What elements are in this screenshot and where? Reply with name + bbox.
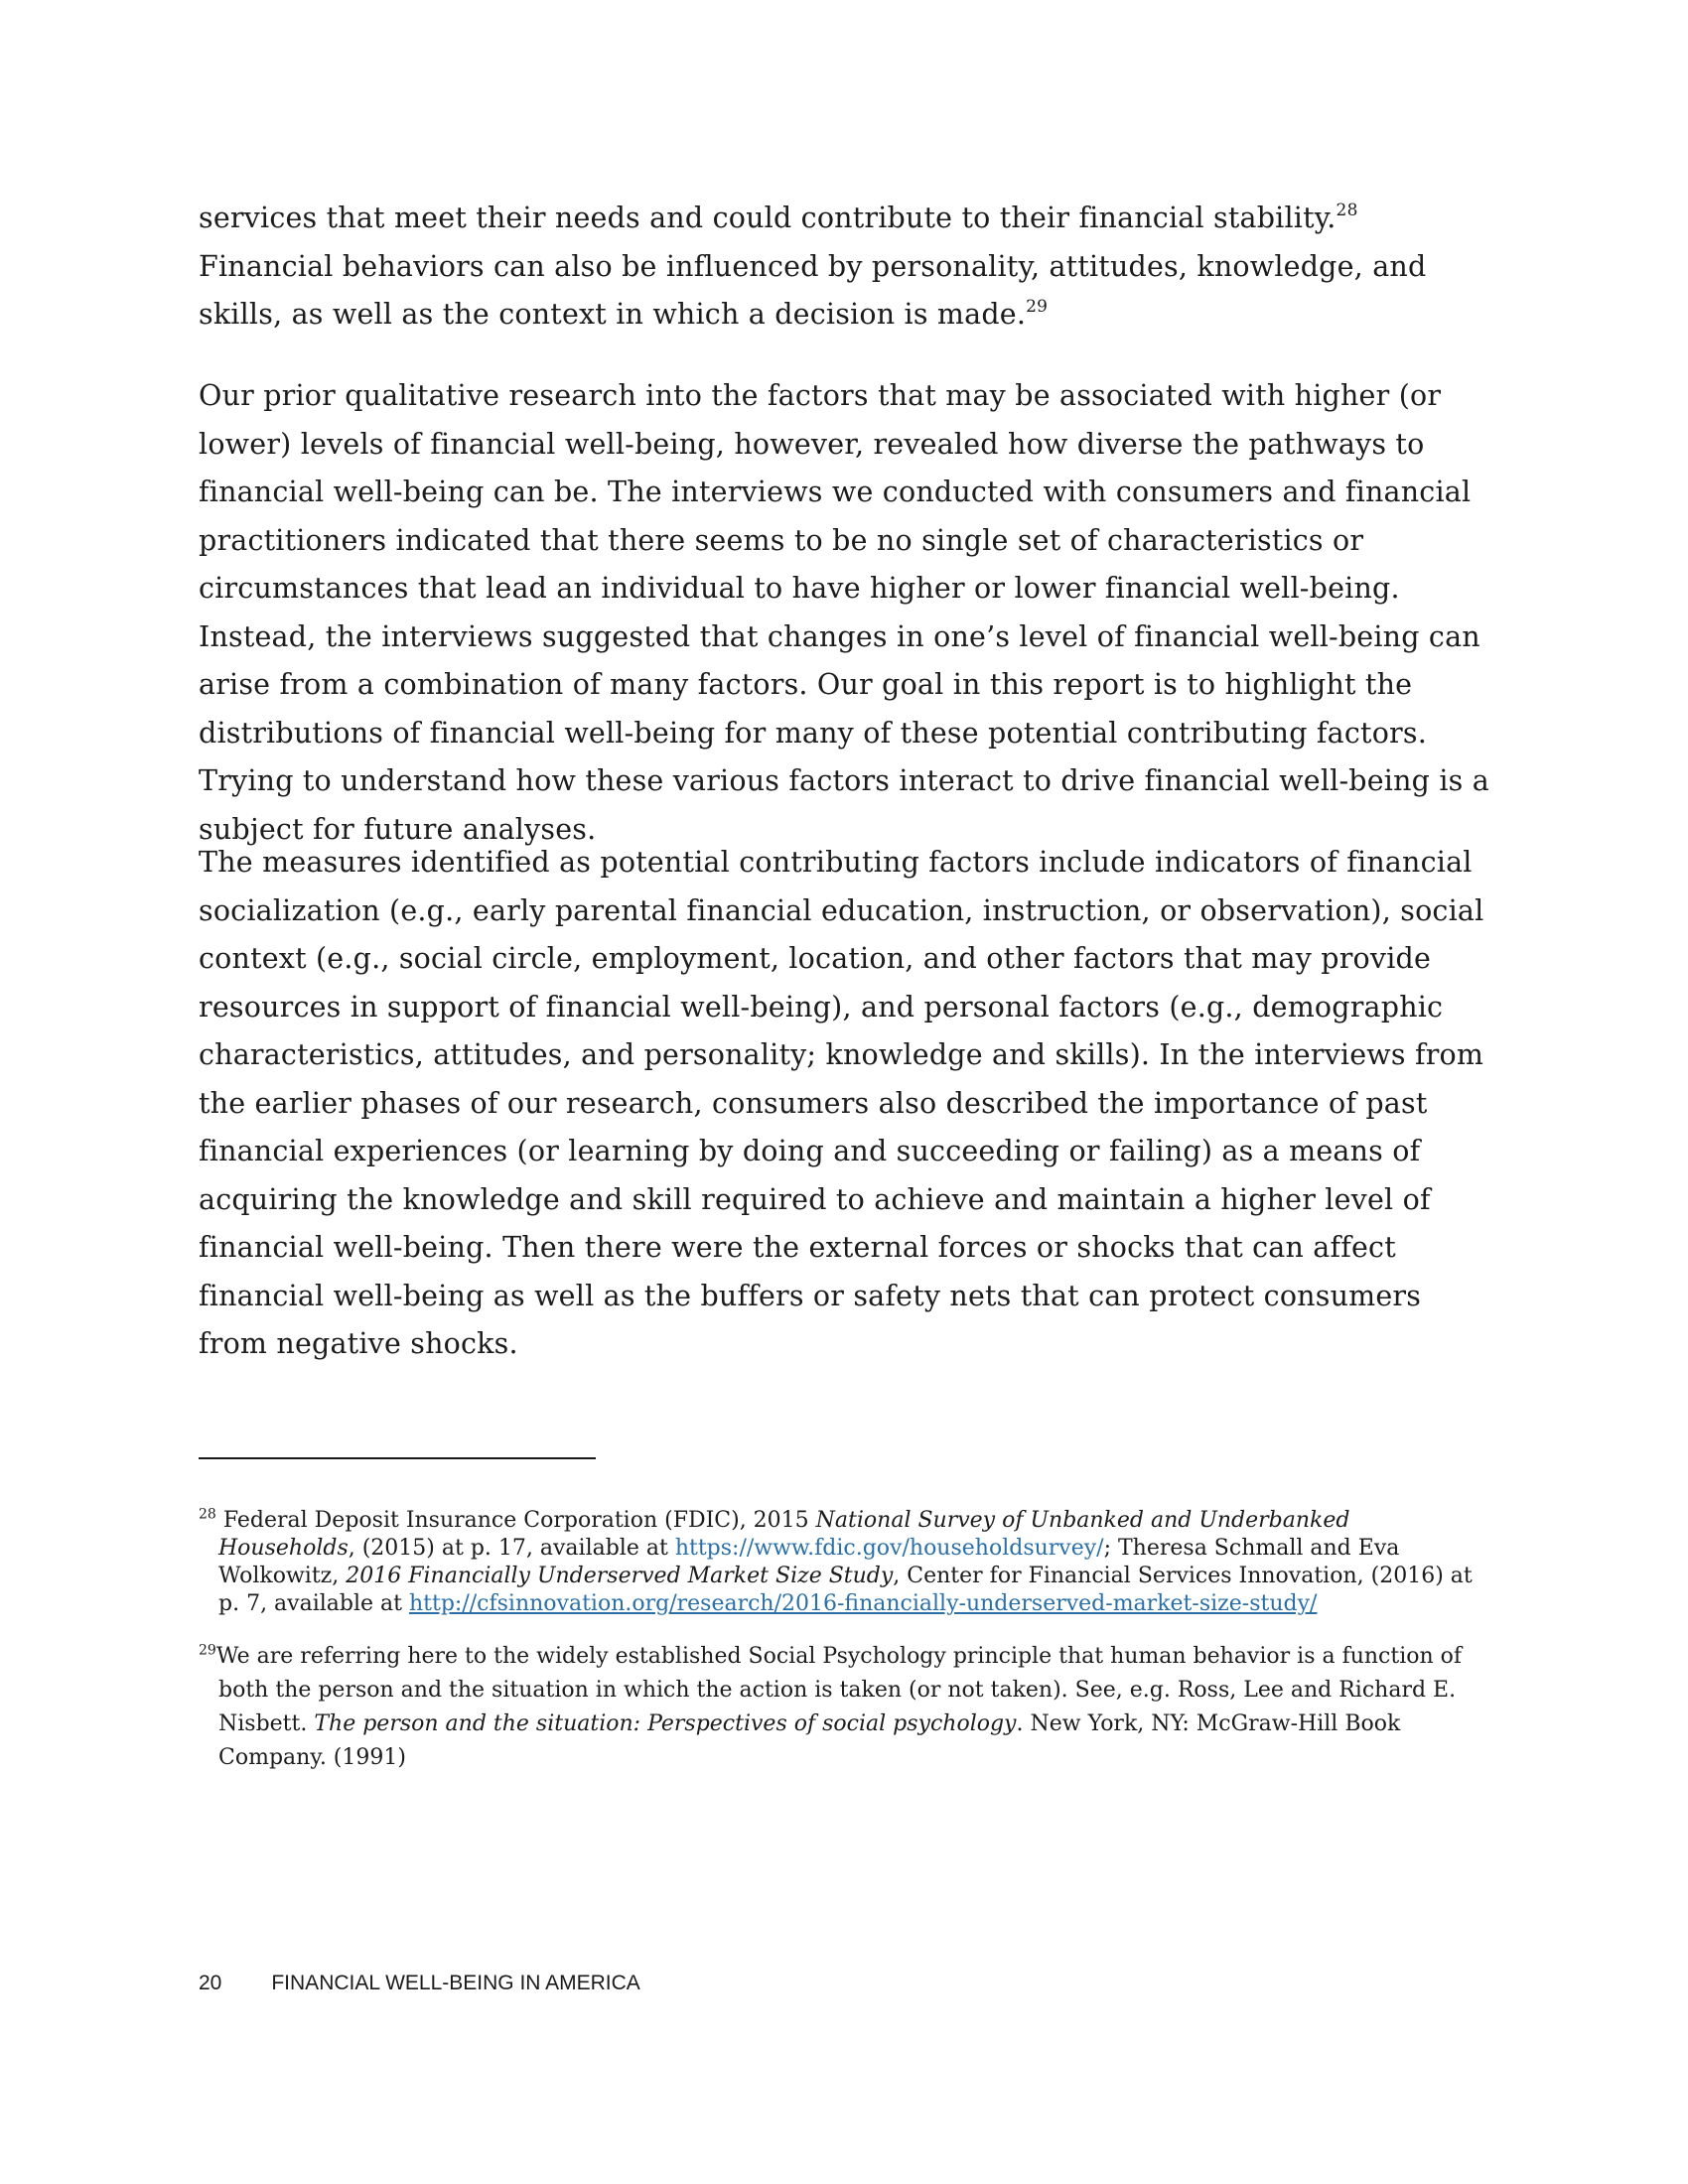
footnote-reference-28[interactable]: 28 <box>1336 200 1358 220</box>
footnote-28 <box>199 1507 1489 1618</box>
paragraph-text: The measures identified as potential contributing factors include indicators of financial socialization (e.g., early parental financial education, instruction, or observation), social context (e.g., social circle, employment, location, and other factors that may provide resources in support of financial well-being), and personal factors (e.g., demographic characteristics, attitudes, and personality; knowledge and skills). In the interviews from the earlier phases of our research, consumers also described the importance of past financial experiences (or learning by doing and succeeding or failing) as a means of acquiring the knowledge and skill required to achieve and maintain a higher level of financial well-being. Then there were the external forces or shocks that can affect financial well-being as well as the buffers or safety nets that can protect consumers from negative shocks. <box>199 846 1484 1360</box>
footnote-text: . New York, NY: McGraw-Hill Book Company. (1991) <box>218 1711 1401 1770</box>
footnote-divider <box>199 1457 596 1459</box>
footnote-title-italic: National Survey of Unbanked and Underbanked Households <box>218 1508 1350 1561</box>
body-paragraph-3 <box>199 839 1489 1369</box>
footnote-29 <box>199 1640 1489 1775</box>
footnote-text: We are referring here to the widely established Social Psychology principle that human behavior is a function of both the person and the situation in which the action is taken (or not taken). See, e.g. Ross, Lee and Richard E. Nisbett. <box>215 1644 1463 1736</box>
body-paragraph-1 <box>199 195 1489 340</box>
paragraph-text: services that meet their needs and could contribute to their financial stability. <box>199 202 1336 234</box>
footnote-title-italic: The person and the situation: Perspectives of social psychology <box>314 1711 1017 1736</box>
footnote-text: ; Theresa Schmall and Eva Wolkowitz, <box>218 1536 1400 1588</box>
paragraph-text: Financial behaviors can also be influenced by personality, attitudes, knowledge, and skills, as well as the context in which a decision is made. <box>199 249 1427 331</box>
page-number: 20 <box>199 1972 222 1994</box>
body-paragraph-2 <box>199 372 1489 854</box>
cfsi-study-link[interactable]: http://cfsinnovation.org/research/2016-financially-underserved-market-size-study/ <box>408 1591 1318 1616</box>
document-title: FINANCIAL WELL-BEING IN AMERICA <box>271 1972 640 1994</box>
footnote-reference-29[interactable]: 29 <box>1026 296 1049 317</box>
page-footer <box>199 1972 640 1995</box>
footnote-title-italic: 2016 Financially Underserved Market Size Study <box>346 1564 894 1588</box>
paragraph-text: Our prior qualitative research into the factors that may be associated with higher (or lower) levels of financial well-being, however, revealed how diverse the pathways to financial well-being can be. The interviews we conducted with consumers and financial practitioners indicated that there seems to be no single set of characteristics or circumstances that lead an individual to have higher or lower financial well-being. Instead, the interviews suggested that changes in one’s level of financial well-being can arise from a combination of many factors. Our goal in this report is to highlight the distributions of financial well-being for many of these potential contributing factors. Trying to understand how these various factors interact to drive financial well-being is a subject for future analyses. <box>199 379 1489 846</box>
fdic-survey-link[interactable]: https://www.fdic.gov/householdsurvey/ <box>674 1536 1104 1561</box>
footnote-text: Federal Deposit Insurance Corporation (FDIC), 2015 <box>215 1508 816 1533</box>
footnote-number: 29 <box>199 1642 216 1659</box>
footnote-text: , Center for Financial Services Innovation, (2016) at p. 7, available at <box>218 1564 1473 1616</box>
footnote-text: , (2015) at p. 17, available at <box>348 1536 675 1561</box>
footnote-number: 28 <box>199 1506 216 1523</box>
